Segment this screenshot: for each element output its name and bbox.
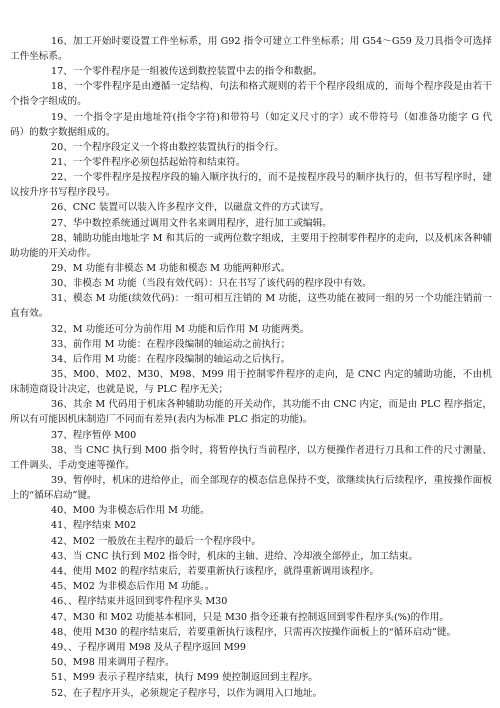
paragraph-36: 36、其余 M 代码用于机床各种辅助功能的开关动作，其功能不由 CNC 内定，而是由 PLC 程序指定，所以有可能因机床制造厂不同而有差异(表内为标准 PLC 指定的功能)。 <box>10 399 492 426</box>
paragraph-29: 29、M 功能有非模态 M 功能和模态 M 功能两种形式。 <box>51 263 291 274</box>
paragraph-51: 51、M99 表示子程序结束，执行 M99 使控制返回到主程序。 <box>51 672 318 684</box>
paragraph-31: 31、模态 M 功能(续效代码)：一组可相互注销的 M 功能，这些功能在被同一组的另一个功能注销前一直有效。 <box>10 293 492 320</box>
paragraph-45: 45、M02 为非模态后作用 M 功能。。 <box>51 581 215 593</box>
paragraph-42: 42、M02 一般放在主程序的最后一个程序段中。 <box>51 535 261 547</box>
paragraph-30: 30、非模态 M 功能（当段有效代码）：只在书写了该代码的程序段中有效。 <box>51 278 372 290</box>
paragraph-40: 40、M00 为非模态后作用 M 功能。 <box>51 505 210 517</box>
paragraph-18: 18、一个零件程序是由遵循一定结构、句法和格式规则的若干个程序段组成的，而每个程序段是由若干个指令字组成的。 <box>10 81 492 108</box>
paragraph-46: 46、、程序结束并返回到零件程序头 M30 <box>51 596 228 608</box>
paragraph-44: 44、使用 M02 的程序结束后，若要重新执行该程序，就得重新调用该程序。 <box>51 566 380 577</box>
paragraph-35: 35、M00、M02、M30、M98、M99 用于控制零件程序的走向，是 CNC 内定的辅助功能，不由机床制造商设计决定，也就是说，与 PLC 程序无关； <box>10 369 492 396</box>
paragraph-27: 27、华中数控系统通过调用文件名来调用程序，进行加工或编辑。 <box>51 217 332 229</box>
paragraph-26: 26、CNC 装置可以装入许多程序文件，以磁盘文件的方式读写。 <box>51 202 330 214</box>
paragraph-28: 28、辅助功能由地址字 M 和其后的一或两位数字组成，主要用于控制零件程序的走向，以及机床各种辅助功能的开关动作。 <box>10 232 492 259</box>
paragraph-52: 52、在子程序开头，必须规定子程序号，以作为调用入口地址。 <box>51 687 323 699</box>
paragraph-47: 47、M30 和 M02 功能基本相同，只是 M30 指令还兼有控制返回到零件程序头(%)的作用。 <box>51 611 449 623</box>
paragraph-37: 37、程序暂停 M00 <box>51 429 137 441</box>
paragraph-33: 33、前作用 M 功能：在程序段编制的轴运动之前执行； <box>51 338 291 350</box>
paragraph-48: 48、使用 M30 的程序结束后，若要重新执行该程序，只需再次按操作面板上的“循环启动”键。 <box>51 626 457 638</box>
paragraph-49: 49、、子程序调用 M98 及从子程序返回 M99 <box>51 642 246 653</box>
paragraph-41: 41、程序结束 M02 <box>51 520 137 532</box>
paragraph-16: 16、加工开始时要设置工件坐标系，用 G92 指令可建立工件坐标系；用 G54～G59 及刀具指令可选择工件坐标系。 <box>10 36 492 62</box>
paragraph-34: 34、后作用 M 功能：在程序段编制的轴运动之后执行。 <box>51 354 291 365</box>
paragraph-19: 19、一个指令字是由地址符(指令字符)和带符号（如定义尺寸的字）或不带符号（如准备功能字 G 代码）的数字数据组成的。 <box>10 111 492 138</box>
paragraph-20: 20、一个程序段定义一个将由数控装置执行的指令行。 <box>51 141 284 153</box>
paragraph-22: 22、一个零件程序是按程序段的输入顺序执行的，而不是按程序段号的顺序执行的，但书写程序时，建议按升序书写程序段号。 <box>10 172 492 199</box>
paragraph-21: 21、一个零件程序必须包括起始符和结束符。 <box>51 157 246 168</box>
paragraph-43: 43、当 CNC 执行到 M02 指令时，机床的主轴、进给、冷却液全部停止，加工结束。 <box>51 550 418 562</box>
paragraph-38: 38、当 CNC 执行到 M00 指令时，将暂停执行当前程序，以方便操作者进行刀具和工件的尺寸测量、工件调头、手动变速等操作。 <box>10 444 492 471</box>
paragraph-39: 39、暂停时，机床的进给停止，而全部现存的模态信息保持不变，欲继续执行后续程序，重按操作面板上的“循环启动”键。 <box>10 475 492 501</box>
paragraph-17: 17、一个零件程序是一组被传送到数控装置中去的指令和数据。 <box>51 66 323 78</box>
paragraph-50: 50、M98 用来调用子程序。 <box>51 657 175 669</box>
paragraph-32: 32、M 功能还可分为前作用 M 功能和后作用 M 功能两类。 <box>51 323 310 335</box>
